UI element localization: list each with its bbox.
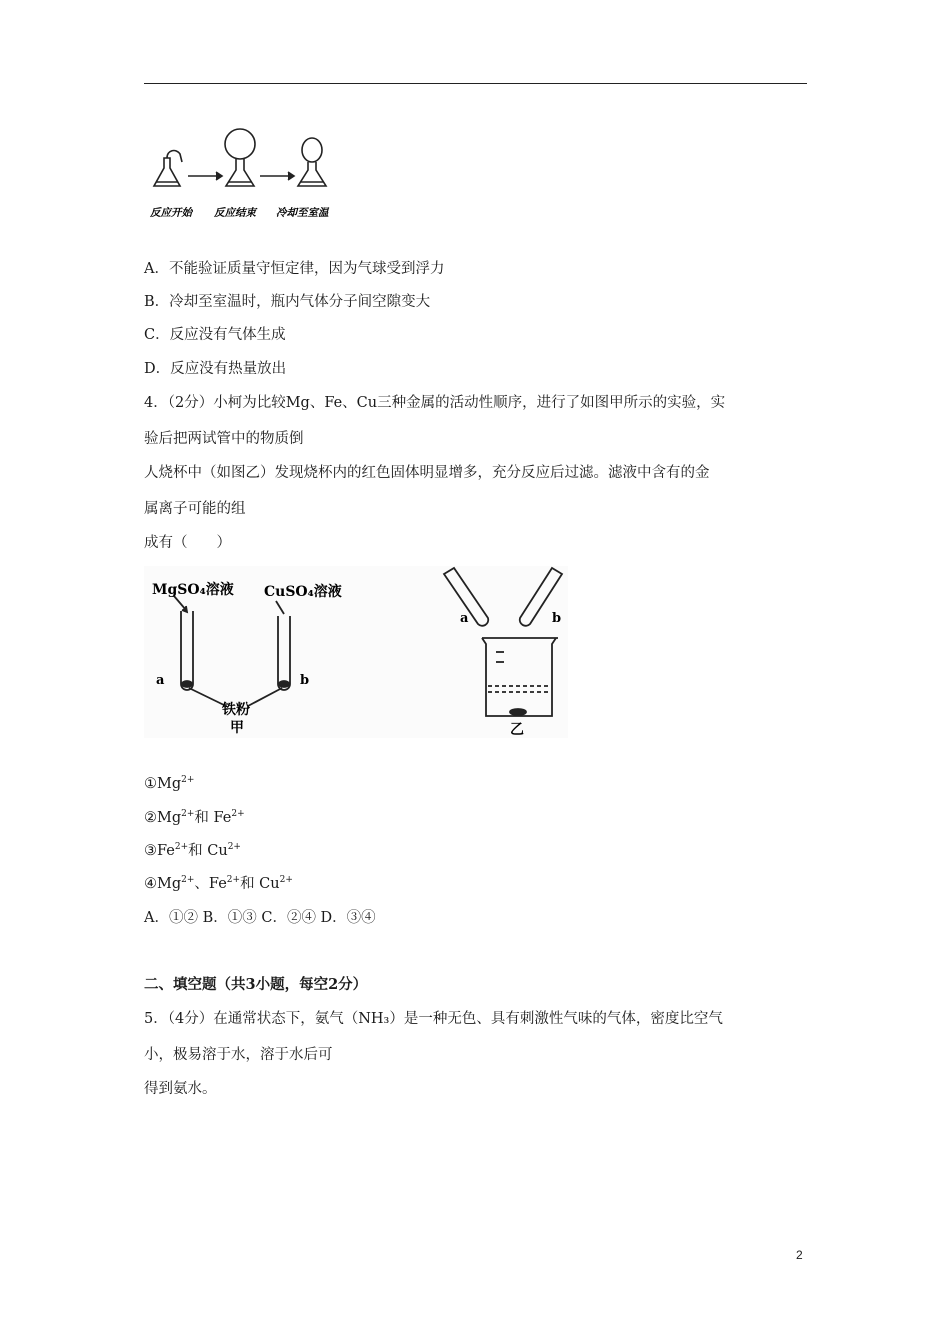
ion-option-2-ion-b: 和 Fe — [194, 810, 232, 826]
ion-option-1 — [144, 774, 194, 794]
iron-powder-label: 铁粉 — [222, 702, 250, 718]
q4-stem-line2: 验后把两试管中的物质倒 — [144, 431, 304, 447]
q3-option-a: A．不能验证质量守恒定律，因为气球受到浮力 — [144, 261, 445, 277]
q5-stem-line2: 小，极易溶于水，溶于水后可 — [144, 1047, 333, 1063]
page-number: 2 — [796, 1248, 803, 1262]
ion-option-2-charge-b: 2+ — [231, 809, 245, 820]
fig1-label-start: 反应开始 — [150, 207, 192, 219]
ion-option-2-ion-a: Mg — [157, 810, 182, 826]
tube-b-label: b — [300, 673, 310, 688]
ion-option-4 — [144, 874, 293, 894]
ion-option-4-ion-c: 和 Cu — [240, 876, 280, 892]
ion-option-3-charge-b: 2+ — [227, 842, 241, 853]
q4-stem-line1: 4．（2分）小柯为比较Mg、Fe、Cu三种金属的活动性顺序，进行了如图甲所示的实验，实 — [144, 395, 726, 411]
fig1-label-end: 反应结束 — [214, 207, 256, 219]
beaker-tube-b-label: b — [552, 611, 562, 626]
ion-option-3-ion-b: 和 Cu — [188, 843, 228, 859]
ion-option-2-number: ② — [144, 810, 157, 826]
section-2-title: 二、填空题（共3小题，每空2分） — [144, 976, 368, 993]
ion-option-3 — [144, 841, 241, 861]
q4-stem-line3: 人烧杯中（如图乙）发现烧杯内的红色固体明显增多，充分反应后过滤。滤液中含有的金 — [144, 465, 710, 481]
beaker-tube-a-label: a — [460, 611, 469, 626]
ion-option-1-ion: Mg — [157, 776, 182, 792]
q4-stem-line5: 成有（ ） — [144, 535, 231, 551]
test-tube-beaker-figure — [144, 566, 568, 738]
ion-option-1-charge: 2+ — [181, 775, 195, 786]
reagent-cuso4-label: CuSO₄溶液 — [264, 584, 342, 600]
fig1-label-cool: 冷却至室温 — [276, 207, 329, 219]
ion-option-1-number: ① — [144, 776, 157, 792]
q3-option-c: C．反应没有气体生成 — [144, 327, 286, 343]
ion-option-4-ion-a: Mg — [157, 876, 182, 892]
q5-stem-line1: 5．（4分）在通常状态下，氨气（NH₃）是一种无色、具有刺激性气味的气体，密度比空气 — [144, 1011, 723, 1027]
reagent-mgso4-label: MgSO₄溶液 — [152, 582, 234, 598]
q4-answer-choices: A．①② B．①③ C．②④ D．③④ — [144, 910, 376, 926]
caption-yi: 乙 — [510, 722, 524, 738]
q4-stem-line4: 属离子可能的组 — [144, 501, 246, 517]
balloon-flask-figure — [148, 124, 340, 224]
q3-option-b: B．冷却至室温时，瓶内气体分子间空隙变大 — [144, 294, 431, 310]
ion-option-3-ion-a: Fe — [157, 843, 175, 859]
q3-option-d: D．反应没有热量放出 — [144, 361, 287, 377]
ion-option-4-charge-a: 2+ — [181, 875, 195, 886]
caption-jia: 甲 — [230, 720, 244, 736]
ion-option-4-charge-c: 2+ — [279, 875, 293, 886]
ion-option-3-number: ③ — [144, 843, 157, 859]
ion-option-2 — [144, 808, 245, 828]
ion-option-2-charge-a: 2+ — [181, 809, 195, 820]
q5-stem-line3: 得到氨水。 — [144, 1081, 217, 1097]
ion-option-4-number: ④ — [144, 876, 157, 892]
tube-a-label: a — [156, 673, 165, 688]
ion-option-4-charge-b: 2+ — [226, 875, 241, 886]
ion-option-4-ion-b: 、Fe — [194, 876, 227, 892]
header-rule — [144, 83, 807, 84]
ion-option-3-charge-a: 2+ — [174, 842, 189, 853]
